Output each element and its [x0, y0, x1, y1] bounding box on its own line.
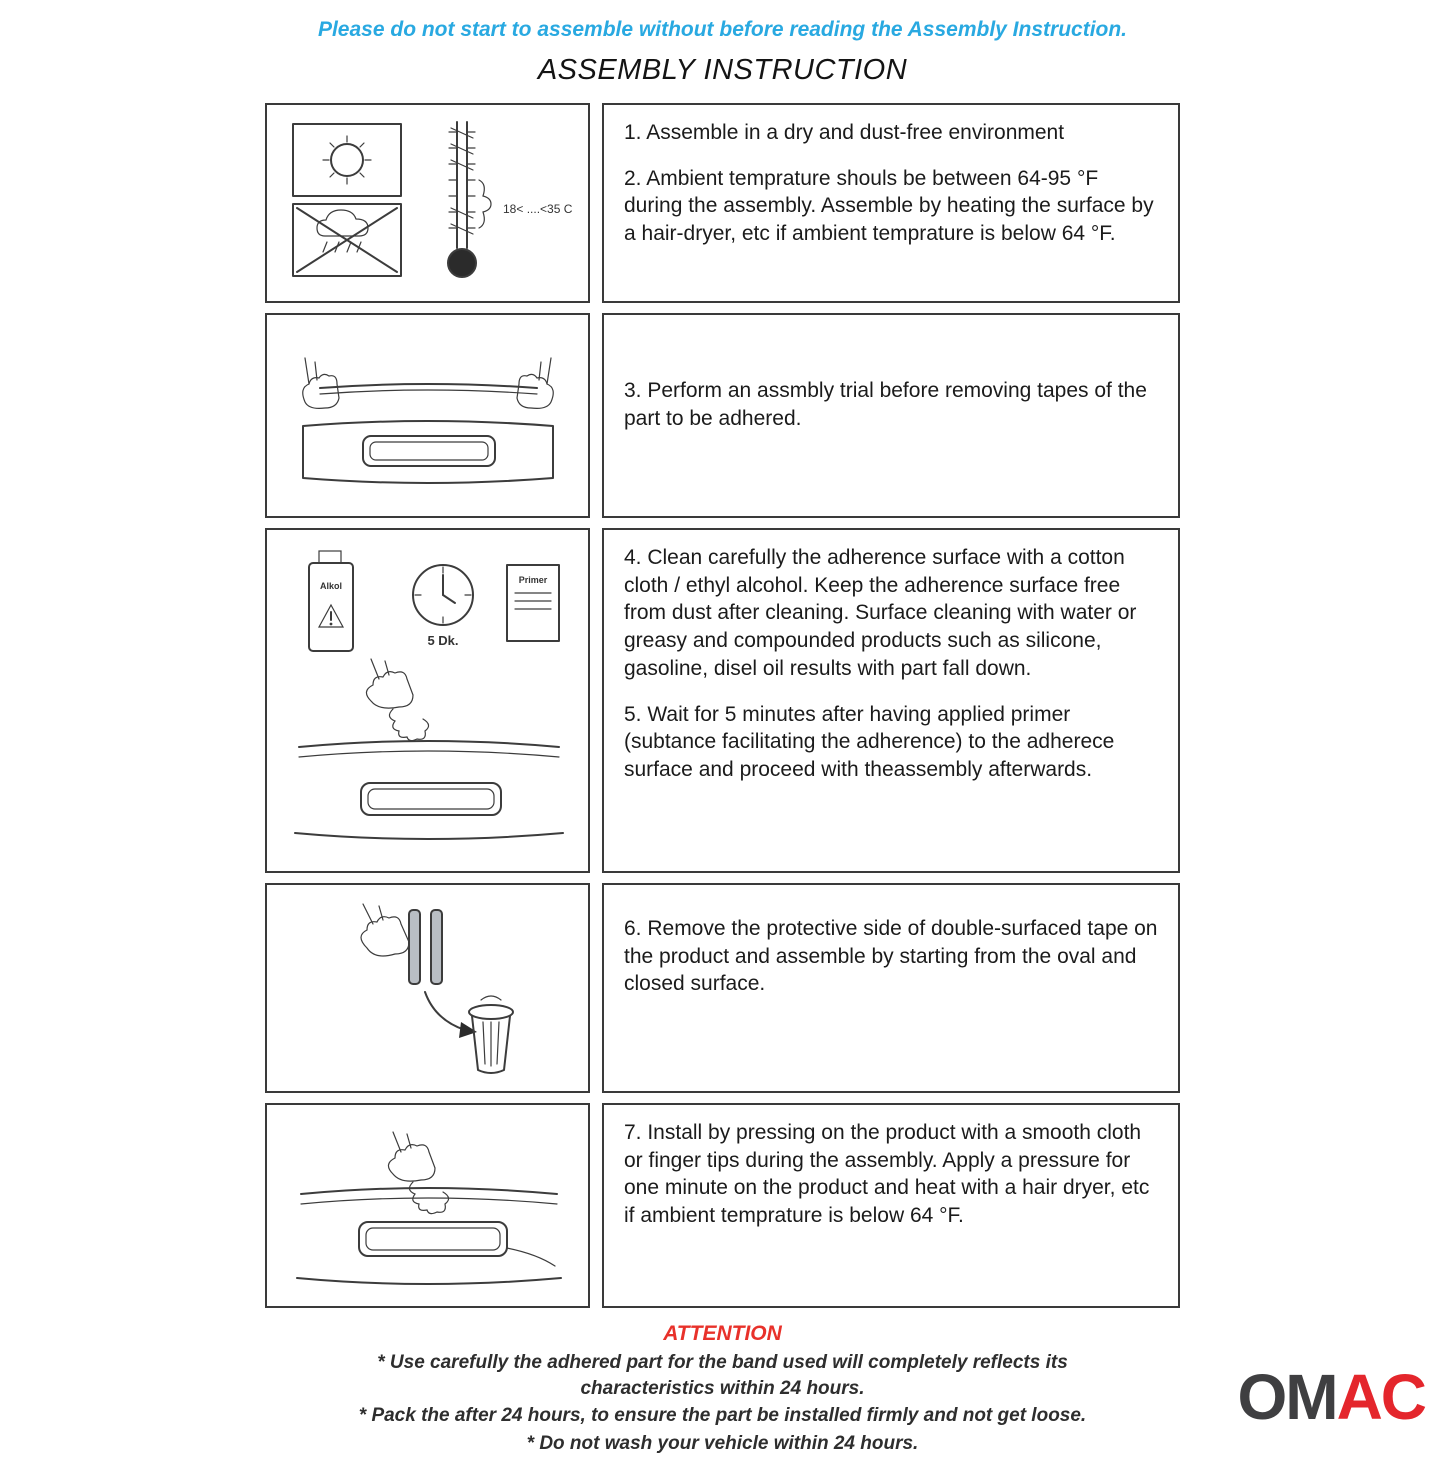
step-6-text: 6. Remove the protective side of double-surfaced tape on the product and assemble by starting from the oval and closed surface.	[624, 917, 1158, 996]
clock-duration-label: 5 Dk.	[427, 633, 459, 648]
press-product-icon	[275, 1108, 580, 1303]
instruction-text-2	[602, 313, 1180, 518]
remove-tape-icon	[275, 888, 580, 1088]
instruction-text-1	[602, 103, 1180, 303]
instruction-table	[265, 103, 1180, 1308]
instruction-text-5	[602, 1103, 1180, 1308]
omac-logo	[1237, 1361, 1425, 1433]
instruction-row-1	[265, 103, 1180, 303]
illustration-cleaning-primer	[265, 528, 590, 873]
cleaning-primer-icon	[275, 533, 580, 868]
illustration-remove-tape	[265, 883, 590, 1093]
attention-note-2: * Pack the after 24 hours, to ensure the part be installed firmly and not get loose.	[358, 1405, 1087, 1427]
illustration-assembly-trial	[265, 313, 590, 518]
step-4-text: 4. Clean carefully the adherence surface with a cotton cloth / ethyl alcohol. Keep the adherence surface free from dust after cleaning. Surface cleaning with water or greasy and compounded products such as silicone, gasoline, disel oil results with part fall down.	[624, 546, 1137, 680]
climate-thermometer-icon	[275, 108, 580, 298]
step-1-text: 1. Assemble in a dry and dust-free environment	[624, 121, 1065, 144]
instruction-row-3	[265, 528, 1180, 873]
assembly-trial-icon	[275, 318, 580, 513]
page-title: ASSEMBLY INSTRUCTION	[537, 54, 908, 86]
omac-logo-dark-part: OM	[1237, 1361, 1337, 1433]
instruction-text-4	[602, 883, 1180, 1093]
alcohol-bottle-label: Alkol	[319, 581, 343, 591]
top-warning-text: Please do not start to assemble without before reading the Assembly Instruction.	[317, 18, 1128, 41]
attention-note-3: * Do not wash your vehicle within 24 hours.	[526, 1432, 919, 1454]
attention-notes	[323, 1350, 1123, 1457]
attention-section	[0, 1322, 1445, 1457]
step-3-text: 3. Perform an assmbly trial before removing tapes of the part to be adhered.	[624, 379, 1147, 430]
instruction-row-5	[265, 1103, 1180, 1308]
instruction-text-3	[602, 528, 1180, 873]
temperature-range-label: 18< ....<35 C	[503, 202, 573, 216]
step-5-text: 5. Wait for 5 minutes after having applied primer (subtance facilitating the adherence) to the adherece surface and proceed with theassembly afterwards.	[624, 702, 1115, 782]
illustration-press-product	[265, 1103, 590, 1308]
step-2-text: 2. Ambient temprature shouls be between 64-95 °F during the assembly. Assemble by heating the surface by a hair-dryer, etc if ambient temprature is below 64 °F.	[624, 166, 1154, 246]
attention-note-1: * Use carefully the adhered part for the band used will completely reflects its characteristics within 24 hours.	[377, 1352, 1068, 1399]
primer-card-label: Primer	[518, 575, 548, 585]
instruction-row-2	[265, 313, 1180, 518]
instruction-row-4	[265, 883, 1180, 1093]
step-7-text: 7. Install by pressing on the product with a smooth cloth or finger tips during the assembly. Apply a pressure for one minute on the product and heat with a hair dryer, etc if ambient temprature is below 64 °F.	[624, 1121, 1150, 1228]
attention-title: ATTENTION	[663, 1322, 782, 1345]
omac-logo-red-part: AC	[1336, 1361, 1425, 1433]
illustration-climate-thermometer	[265, 103, 590, 303]
